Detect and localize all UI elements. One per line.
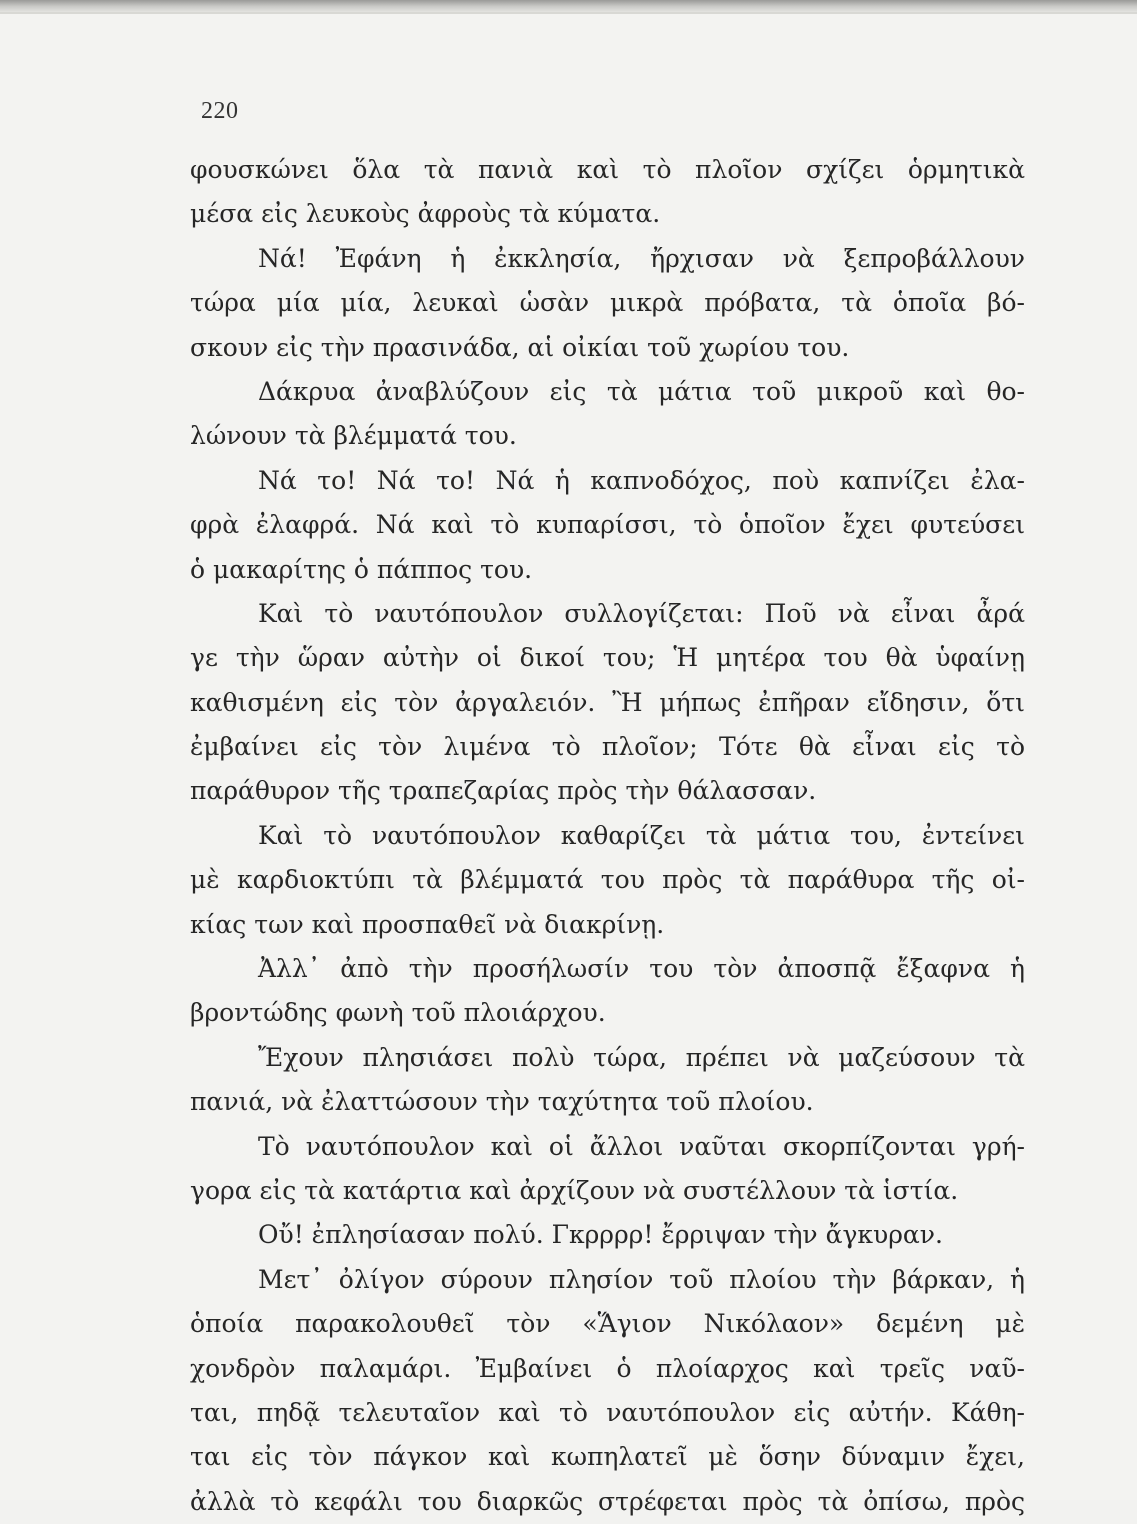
text-line: ται εἰς τὸν πάγκον καὶ κωπηλατεῖ μὲ ὅσην δύναμιν ἔχει, (190, 1442, 1025, 1472)
text-line: Νά το! Νά το! Νά ἡ καπνοδόχος, ποὺ καπνίζει ἐλα- (258, 465, 1025, 495)
text-line: Καὶ τὸ ναυτόπουλον καθαρίζει τὰ μάτια του, ἐντείνει (258, 820, 1025, 850)
text-line: σκουν εἰς τὴν πρασινάδα, αἱ οἰκίαι τοῦ χωρίου του. (190, 332, 850, 362)
body-text (190, 148, 1025, 1524)
text-line: Μετ᾽ ὀλίγον σύρουν πλησίον τοῦ πλοίου τὴν βάρκαν, ἡ (258, 1264, 1025, 1294)
text-line: καθισμένη εἰς τὸν ἀργαλειόν. Ἢ μήπως ἐπῆραν εἴδησιν, ὅτι (190, 687, 1025, 717)
text-line: Ἀλλ᾽ ἀπὸ τὴν προσήλωσίν του τὸν ἀποσπᾷ ἔξαφνα ἡ (258, 954, 1025, 984)
text-line: κίας των καὶ προσπαθεῖ νὰ διακρίνῃ. (190, 909, 665, 939)
text-line: ὁποία παρακολουθεῖ τὸν «Ἅγιον Νικόλαον» δεμένη μὲ (190, 1309, 1025, 1339)
text-line: ἐμβαίνει εἰς τὸν λιμένα τὸ πλοῖον; Τότε θὰ εἶναι εἰς τὸ (190, 732, 1025, 762)
text-line: Καὶ τὸ ναυτόπουλον συλλογίζεται: Ποῦ νὰ εἶναι ἆρά (258, 598, 1025, 628)
page-top-edge-line (0, 12, 1137, 14)
text-line: γε τὴν ὥραν αὐτὴν οἱ δικοί του; Ἡ μητέρα του θὰ ὑφαίνῃ (190, 643, 1025, 673)
text-line: Τὸ ναυτόπουλον καὶ οἱ ἄλλοι ναῦται σκορπίζονται γρή- (258, 1131, 1025, 1161)
text-line: παράθυρον τῆς τραπεζαρίας πρὸς τὴν θάλασσαν. (190, 776, 817, 806)
text-line: πανιά, νὰ ἐλαττώσουν τὴν ταχύτητα τοῦ πλοίου. (190, 1087, 814, 1117)
text-line: Νά! Ἐφάνη ἡ ἐκκλησία, ἤρχισαν νὰ ξεπροβάλλουν (258, 243, 1025, 273)
text-line: τώρα μία μία, λευκαὶ ὡσὰν μικρὰ πρόβατα, τὰ ὁποῖα βό- (190, 288, 1025, 318)
text-line: μέσα εἰς λευκοὺς ἀφροὺς τὰ κύματα. (190, 199, 661, 229)
text-line: ἀλλὰ τὸ κεφάλι του διαρκῶς στρέφεται πρὸς τὰ ὀπίσω, πρὸς (190, 1486, 1025, 1516)
text-line: φρὰ ἐλαφρά. Νά καὶ τὸ κυπαρίσσι, τὸ ὁποῖον ἔχει φυτεύσει (190, 510, 1025, 540)
text-line: Δάκρυα ἀναβλύζουν εἰς τὰ μάτια τοῦ μικροῦ καὶ θο- (258, 376, 1025, 406)
text-line: λώνουν τὰ βλέμματά του. (190, 421, 517, 451)
text-line: Οὔ! ἐπλησίασαν πολύ. Γκρρρρ! ἔρριψαν τὴν ἄγκυραν. (258, 1220, 943, 1250)
text-line: γορα εἰς τὰ κατάρτια καὶ ἀρχίζουν νὰ συστέλλουν τὰ ἱστία. (190, 1175, 959, 1205)
text-line: Ἔχουν πλησιάσει πολὺ τώρα, πρέπει νὰ μαζεύσουν τὰ (258, 1042, 1025, 1072)
page-number: 220 (201, 98, 239, 124)
text-line: βροντώδης φωνὴ τοῦ πλοιάρχου. (190, 998, 606, 1028)
text-line: ὁ μακαρίτης ὁ πάππος του. (190, 554, 533, 584)
text-line: φουσκώνει ὅλα τὰ πανιὰ καὶ τὸ πλοῖον σχίζει ὁρμητικὰ (190, 155, 1025, 184)
text-line: μὲ καρδιοκτύπι τὰ βλέμματά του πρὸς τὰ παράθυρα τῆς οἰ- (190, 865, 1025, 895)
text-line: χονδρὸν παλαμάρι. Ἐμβαίνει ὁ πλοίαρχος καὶ τρεῖς ναῦ- (190, 1353, 1025, 1383)
text-line: ται, πηδᾷ τελευταῖον καὶ τὸ ναυτόπουλον εἰς αὐτήν. Κάθη- (190, 1397, 1025, 1427)
